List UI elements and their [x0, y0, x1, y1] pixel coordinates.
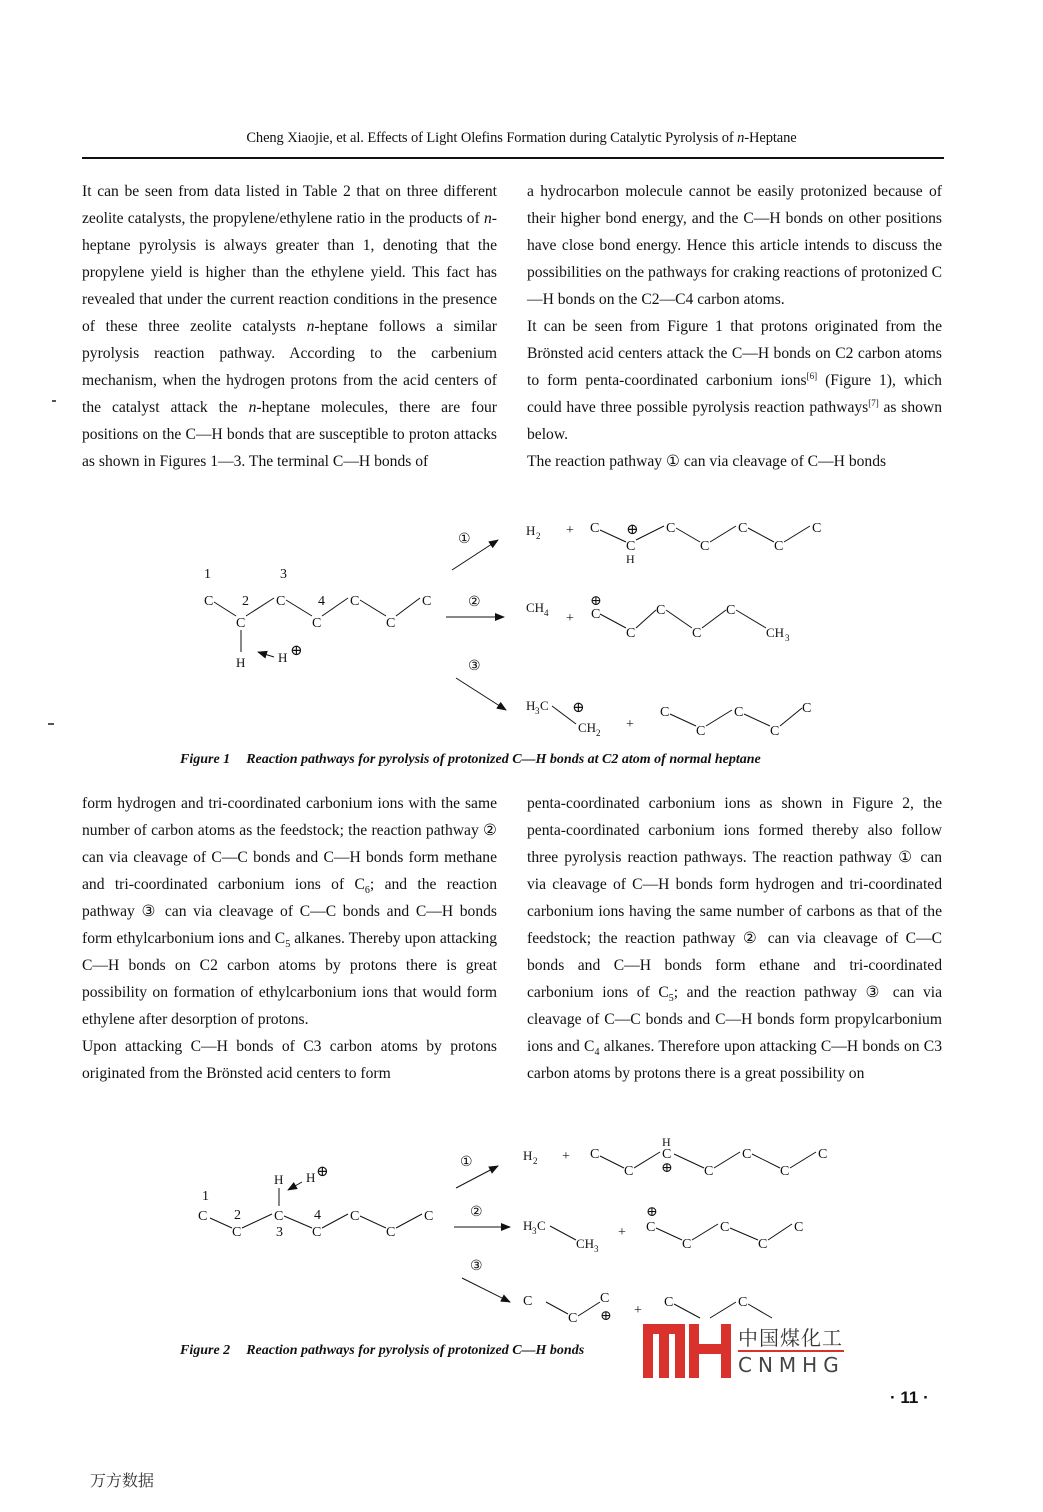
margin-mark: [48, 723, 54, 725]
svg-text:CH: CH: [576, 1236, 595, 1251]
svg-text:3: 3: [532, 1226, 537, 1236]
figure-1-diagram: [180, 510, 860, 750]
svg-text:H: H: [274, 1172, 284, 1187]
svg-text:C: C: [704, 1164, 714, 1179]
svg-text:⊕: ⊕: [626, 522, 639, 538]
svg-text:C: C: [350, 594, 360, 609]
svg-text:C: C: [758, 1237, 768, 1252]
svg-text:2: 2: [234, 1208, 241, 1223]
mh-logo-icon: [641, 1320, 733, 1380]
text-run: It can be seen from data listed in Table 2 that on three different zeolite catalysts, the propylene/ethylene ratio in the products of: [82, 183, 497, 227]
svg-text:C: C: [232, 1225, 242, 1240]
text-run: -heptane follows a similar pyrolysis reaction pathway. According to the carbenium mechanism, when the hydrogen protons from the acid centers of the catalyst attack the: [82, 318, 497, 416]
svg-text:+: +: [626, 717, 634, 732]
italic-n: n: [248, 399, 257, 416]
svg-text:C: C: [591, 607, 601, 622]
text-run: It can be seen from Figure 1 that protons originated from the Brönsted acid centers attack the C—H bonds on C2 carbon atoms to form penta-coordinated carbonium ions: [527, 318, 942, 389]
svg-text:+: +: [566, 611, 574, 626]
text-run: alkanes. Thereby upon attacking C—H bonds on C2 carbon atoms by protons there is great possibility on formation of ethylcarbonium ions that would form ethylene after desorption of protons.: [82, 930, 498, 1028]
svg-text:②: ②: [468, 595, 481, 610]
svg-text:H: H: [662, 1135, 671, 1149]
figure-1-svg: [180, 510, 860, 750]
svg-text:③: ③: [468, 659, 481, 674]
svg-text:H: H: [526, 698, 536, 713]
svg-text:2: 2: [533, 1156, 538, 1166]
running-title-prefix: Cheng Xiaojie, et al. Effects of Light Olefins Formation during Catalytic Pyrolysis of: [246, 130, 738, 146]
paragraph: [527, 790, 942, 1087]
svg-text:C: C: [626, 539, 636, 554]
svg-text:H: H: [306, 1170, 316, 1185]
text-run: (Figure 1), which could have three possible pyrolysis reaction pathways: [527, 372, 942, 416]
svg-text:C: C: [682, 1237, 692, 1252]
svg-text:2: 2: [596, 728, 601, 738]
figure-1-label: Figure 1: [180, 752, 231, 767]
figure-1-caption: [180, 752, 860, 768]
svg-text:C: C: [734, 705, 744, 720]
svg-text:3: 3: [535, 706, 540, 716]
svg-text:4: 4: [544, 608, 549, 618]
svg-text:1: 1: [202, 1189, 209, 1204]
svg-text:C: C: [523, 1294, 533, 1309]
svg-text:H: H: [526, 523, 536, 538]
svg-text:C: C: [274, 1209, 284, 1224]
svg-text:+: +: [634, 1303, 642, 1318]
svg-text:⊕: ⊕: [661, 1161, 673, 1176]
svg-text:C: C: [742, 1147, 752, 1162]
logo-divider: [738, 1350, 844, 1352]
margin-mark: [52, 400, 56, 402]
svg-text:C: C: [802, 701, 812, 716]
svg-text:C: C: [662, 1147, 672, 1162]
svg-text:C: C: [236, 616, 246, 631]
svg-text:C: C: [422, 594, 432, 609]
figure-1-caption-text: Reaction pathways for pyrolysis of protonized C—H bonds at C2 atom of normal heptane: [246, 752, 761, 767]
svg-text:C: C: [568, 1311, 578, 1326]
svg-text:⊕: ⊕: [290, 643, 303, 659]
svg-text:C: C: [424, 1209, 434, 1224]
svg-text:C: C: [818, 1147, 828, 1162]
svg-text:4: 4: [318, 594, 325, 609]
logo-english-text: CNMHG: [738, 1353, 845, 1377]
svg-text:C: C: [726, 603, 736, 618]
logo-chinese-text: 中国煤化工: [738, 1326, 843, 1350]
svg-text:C: C: [198, 1209, 208, 1224]
svg-text:H: H: [236, 655, 246, 670]
text-run: penta-coordinated carbonium ions as shown in Figure 2, the penta-coordinated carbonium ions formed thereby also follow three pyrolysis reaction pathways. The reaction pathway ① can via cleavage of C—H bonds form hydrogen and tri-coordinated carbonium ions having the same number of carbons as that of the feedstock; the reaction pathway ② can via cleavage of C—C bonds and C—H bonds form ethane and tri-coordinated carbonium ions of C: [527, 795, 942, 1001]
svg-text:2: 2: [536, 531, 541, 541]
svg-text:C: C: [700, 539, 710, 554]
body-column-left-top: [82, 178, 497, 475]
svg-text:C: C: [626, 626, 636, 641]
svg-text:C: C: [774, 539, 784, 554]
figure-2-diagram: [180, 1130, 860, 1330]
running-header: [0, 130, 1043, 147]
text-run: alkanes. Therefore upon attacking C—H bonds on C3 carbon atoms by protons there is a great possibility on: [527, 1038, 942, 1082]
svg-text:+: +: [566, 523, 574, 538]
paragraph: The reaction pathway ① can via cleavage of C—H bonds: [527, 453, 887, 470]
svg-text:C: C: [600, 1291, 610, 1306]
italic-n: n: [484, 210, 492, 227]
source-watermark: 万方数据: [90, 1471, 155, 1490]
running-title-italic: n: [737, 130, 745, 146]
svg-text:C: C: [537, 1218, 546, 1233]
svg-text:3: 3: [594, 1244, 599, 1254]
svg-text:3: 3: [276, 1225, 283, 1240]
svg-text:⊕: ⊕: [590, 594, 602, 609]
svg-text:①: ①: [458, 532, 471, 547]
svg-text:C: C: [646, 1220, 656, 1235]
svg-text:⊕: ⊕: [600, 1309, 612, 1324]
svg-text:CH: CH: [578, 720, 597, 735]
svg-text:C: C: [276, 594, 286, 609]
svg-text:CH: CH: [766, 625, 785, 640]
figure-2-caption-text: Reaction pathways for pyrolysis of protonized C—H bonds: [246, 1343, 585, 1358]
paragraph: Upon attacking C—H bonds of C3 carbon atoms by protons originated from the Brönsted acid centers to form: [82, 1038, 497, 1082]
subscript: 5: [668, 993, 674, 1005]
cnmhg-watermark-logo: [641, 1320, 851, 1382]
svg-text:1: 1: [204, 567, 211, 582]
paragraph: [82, 178, 497, 475]
svg-text:C: C: [590, 1147, 600, 1162]
body-column-right-bottom: [527, 790, 942, 1087]
svg-text:⊕: ⊕: [316, 1164, 329, 1180]
svg-text:C: C: [738, 521, 748, 536]
svg-text:CH: CH: [526, 600, 545, 615]
svg-text:C: C: [692, 626, 702, 641]
citation-7[interactable]: [7]: [868, 397, 879, 408]
svg-text:C: C: [386, 1225, 396, 1240]
citation-6[interactable]: [6]: [806, 370, 818, 381]
svg-text:C: C: [812, 521, 822, 536]
body-column-right-top: [527, 178, 942, 475]
svg-text:③: ③: [470, 1259, 483, 1274]
svg-text:C: C: [656, 603, 666, 618]
figure-2-label: Figure 2: [180, 1343, 231, 1358]
svg-text:C: C: [350, 1209, 360, 1224]
svg-text:H: H: [278, 650, 288, 665]
svg-text:②: ②: [470, 1205, 483, 1220]
italic-n: n: [306, 318, 315, 335]
svg-text:C: C: [540, 698, 549, 713]
paragraph: a hydrocarbon molecule cannot be easily protonized because of their higher bond energy, and the C—H bonds on other positions have close bond energy. Hence this article intends to discuss the possibilities on the pathways for craking reactions of protonized C—H bonds on the C2—C4 carbon atoms.: [527, 183, 942, 308]
text-run: form hydrogen and tri-coordinated carbonium ions with the same number of carbon atoms as the feedstock; the reaction pathway ② can via cleavage of C—C bonds and C—H bonds form methane and tri-coordinated carbonium ions of C: [82, 795, 497, 893]
paragraph: [527, 313, 942, 448]
text-run: -heptane molecules, there are four positions on the C—H bonds that are susceptible to proton attacks as shown in Figures 1—3. The terminal C—H bonds of: [82, 399, 498, 470]
svg-text:3: 3: [785, 633, 790, 643]
svg-text:⊕: ⊕: [572, 700, 585, 716]
svg-text:3: 3: [280, 567, 287, 582]
text-run: -heptane pyrolysis is always greater than 1, denoting that the propylene yield is higher than the ethylene yield. This fact has revealed that under the current reaction conditions in the presence of these three zeolite catalysts: [82, 210, 497, 335]
figure-2-svg: [180, 1130, 860, 1330]
svg-text:C: C: [204, 594, 214, 609]
svg-text:C: C: [770, 724, 780, 739]
svg-text:4: 4: [314, 1208, 321, 1223]
svg-text:C: C: [738, 1295, 748, 1310]
svg-text:+: +: [562, 1149, 570, 1164]
text-run: ; and the reaction pathway ③ can via cleavage of C—C bonds and C—H bonds form ethylcarbonium ions and C: [82, 876, 498, 947]
text-run: as shown below.: [527, 399, 942, 443]
svg-text:⊕: ⊕: [646, 1205, 658, 1220]
svg-text:C: C: [696, 724, 706, 739]
svg-text:C: C: [664, 1295, 674, 1310]
subscript: 4: [594, 1047, 600, 1059]
svg-text:C: C: [590, 521, 600, 536]
svg-text:C: C: [660, 705, 670, 720]
svg-text:C: C: [312, 1225, 322, 1240]
text-run: ; and the reaction pathway ③ can via cleavage of C—C bonds and C—H bonds form propylcarbonium ions and C: [527, 984, 942, 1055]
subscript: 6: [364, 885, 370, 897]
svg-text:C: C: [624, 1164, 634, 1179]
running-title-suffix: -Heptane: [744, 130, 797, 146]
svg-text:C: C: [780, 1164, 790, 1179]
figure-2-caption: [180, 1343, 584, 1359]
svg-text:C: C: [386, 616, 396, 631]
svg-text:2: 2: [242, 594, 249, 609]
svg-text:H: H: [523, 1148, 533, 1163]
page-number: · 11 ·: [890, 1388, 929, 1407]
body-column-left-bottom: [82, 790, 497, 1087]
svg-text:+: +: [618, 1225, 626, 1240]
svg-text:①: ①: [460, 1155, 473, 1170]
svg-text:H: H: [626, 552, 635, 566]
header-rule: [82, 157, 944, 159]
svg-text:H: H: [523, 1218, 533, 1233]
paragraph: [82, 790, 497, 1033]
svg-text:C: C: [312, 616, 322, 631]
subscript: 5: [285, 939, 291, 951]
svg-text:C: C: [666, 521, 676, 536]
svg-text:C: C: [720, 1220, 730, 1235]
svg-text:C: C: [794, 1220, 804, 1235]
